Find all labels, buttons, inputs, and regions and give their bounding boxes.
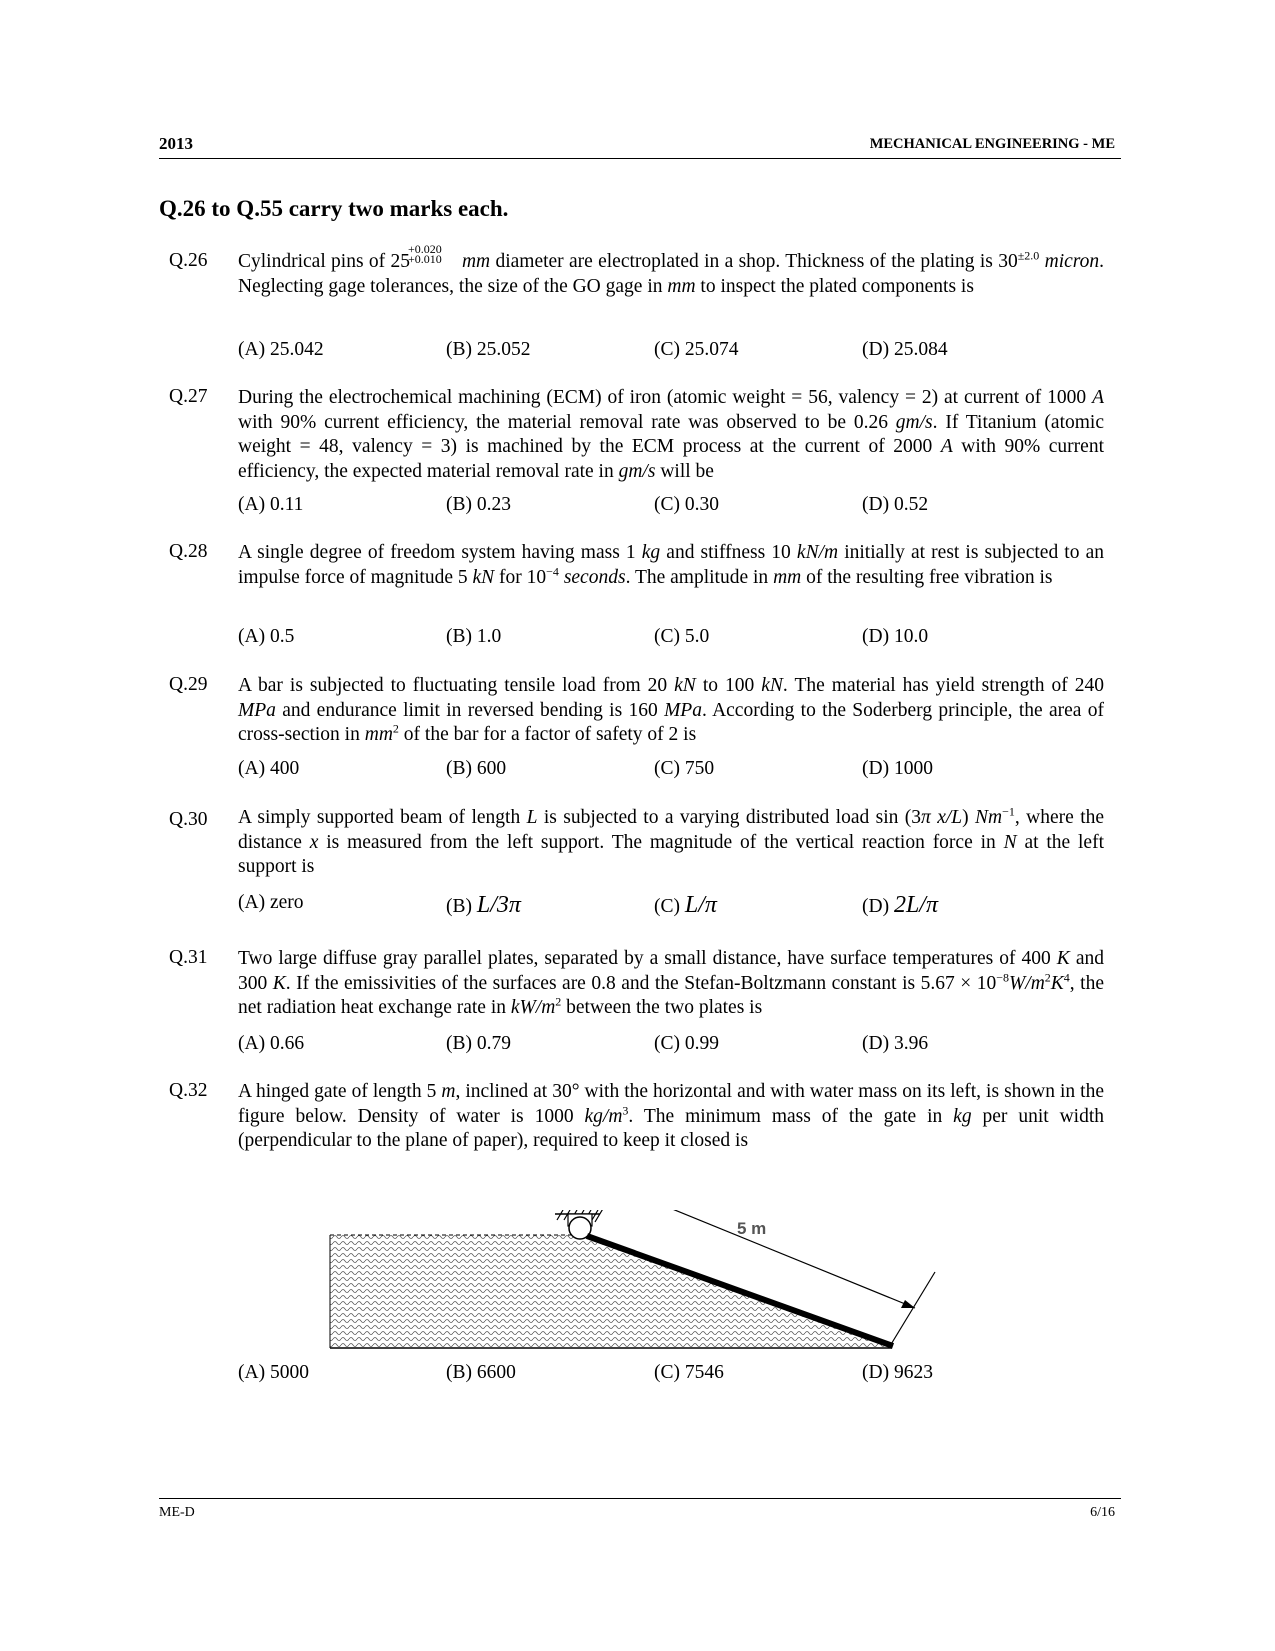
answer-options <box>238 758 1104 786</box>
option-d: (D) 9623 <box>862 1362 933 1383</box>
extension-line-bottom <box>890 1272 935 1346</box>
question-number: Q.27 <box>169 386 208 407</box>
option-d: (D) 3.96 <box>862 1033 929 1054</box>
question-number: Q.32 <box>169 1080 208 1101</box>
option-c: (C) 0.30 <box>654 494 719 515</box>
answer-options <box>238 339 1104 367</box>
question-number: Q.29 <box>169 674 208 695</box>
option-c: (C) 7546 <box>654 1362 724 1383</box>
option-a: (A) 25.042 <box>238 339 324 360</box>
paper-code: ME-D <box>159 1505 195 1520</box>
page-footer <box>159 1498 1121 1520</box>
option-b: (B) 0.79 <box>446 1033 511 1054</box>
question-text: A simply supported beam of length L is subjected to a varying distributed load sin (3π x/L) $Nm^{-1}$, where the distance x is measured from the left support. The magnitude of the vertical reaction force in N at the left support is <box>238 804 1105 877</box>
page-header <box>159 130 1121 159</box>
option-d: (D) 10.0 <box>862 626 929 647</box>
dimension-label: 5 m <box>737 1219 767 1238</box>
question-text: A bar is subjected to fluctuating tensile load from 20 kN to 100 kN. The material has yield strength of 240 MPa and endurance limit in reversed bending is 160 MPa. According to the Soderberg principle, the area of cross-section in $mm^2$ of the bar for a factor of safety of 2 is <box>238 675 1105 745</box>
option-b: (B) 25.052 <box>446 339 531 360</box>
answer-options <box>238 1033 1104 1061</box>
answer-options <box>238 892 1104 920</box>
arrowhead-bottom <box>901 1300 915 1308</box>
question-number: Q.30 <box>169 809 208 830</box>
extension-line-top <box>595 1210 631 1222</box>
option-a: (A) 0.5 <box>238 626 295 647</box>
answer-options <box>238 494 1104 522</box>
exam-year: 2013 <box>159 134 193 153</box>
option-b: (B) 600 <box>446 758 507 779</box>
answer-options <box>238 626 1104 654</box>
question-text: Cylindrical pins of 25 +0.020 +0.010 mm diameter are electroplated in a shop. Thickness of the plating is $30^{\pm 2.0}$ micron. Neglecting gage tolerances, the size of the GO gage in mm to inspect the plated components is <box>238 242 1105 297</box>
question-text: Two large diffuse gray parallel plates, separated by a small distance, have surface temperatures of 400 K and 300 K. If the emissivities of the surfaces are 0.8 and the Stefan-Boltzmann constant is $5.67 \times 10^{-8}W/m^2K^4$, the net radiation heat exchange rate in $kW/m^2$ between the two plates is <box>238 948 1105 1018</box>
option-c: (C) 5.0 <box>654 626 710 647</box>
math-expression: 2L/π <box>893 892 938 918</box>
option-d: (D) 2L/π <box>862 892 938 918</box>
option-d: (D) 1000 <box>862 758 933 779</box>
exam-subject: MECHANICAL ENGINEERING - ME <box>869 136 1115 152</box>
question-number: Q.31 <box>169 947 208 968</box>
question-text: A hinged gate of length 5 m, inclined at 30° with the horizontal and with water mass on its left, is shown in the figure below. Density of water is 1000 $kg/m^3$. The minimum mass of the gate in kg per unit width (perpendicular to the plane of paper), required to keep it closed is <box>238 1081 1104 1151</box>
water-region <box>330 1235 890 1348</box>
option-a: (A) zero <box>238 892 304 913</box>
option-c: (C) 0.99 <box>654 1033 719 1054</box>
question-text: A single degree of freedom system having mass 1 kg and stiffness 10 kN/m initially at rest is subjected to an impulse force of magnitude 5 kN for $10^{-4}$ seconds. The amplitude in mm of the resulting free vibration is <box>238 542 1104 588</box>
question-number: Q.26 <box>169 250 208 271</box>
option-a: (A) 5000 <box>238 1362 309 1383</box>
option-b: (B) 1.0 <box>446 626 502 647</box>
option-d: (D) 0.52 <box>862 494 929 515</box>
tolerance: +0.020 +0.010 <box>407 242 442 266</box>
page-number: 6/16 <box>1090 1505 1115 1520</box>
option-c: (C) 750 <box>654 758 715 779</box>
option-a: (A) 400 <box>238 758 300 779</box>
hinged-gate-figure <box>325 1210 965 1430</box>
option-b: (B) 6600 <box>446 1362 516 1383</box>
math-expression: L/π <box>684 892 717 918</box>
section-title: Q.26 to Q.55 carry two marks each. <box>159 196 509 221</box>
question-number: Q.28 <box>169 541 208 562</box>
option-b: (B) 0.23 <box>446 494 511 515</box>
math-expression: L/3π <box>476 892 521 918</box>
option-d: (D) 25.084 <box>862 339 948 360</box>
option-a: (A) 0.11 <box>238 494 304 515</box>
option-c: (C) L/π <box>654 892 717 918</box>
option-c: (C) 25.074 <box>654 339 739 360</box>
option-a: (A) 0.66 <box>238 1033 305 1054</box>
question-text: During the electrochemical machining (ECM) of iron (atomic weight = 56, valency = 2) at current of 1000 A with 90% current efficiency, the material removal rate was observed to be 0.26 gm/s. If Titanium (atomic weight = 48, valency = 3) is machined by the ECM process at the current of 2000 A with 90% current efficiency, the expected material removal rate in gm/s will be <box>238 387 1104 482</box>
option-b: (B) L/3π <box>446 892 521 918</box>
